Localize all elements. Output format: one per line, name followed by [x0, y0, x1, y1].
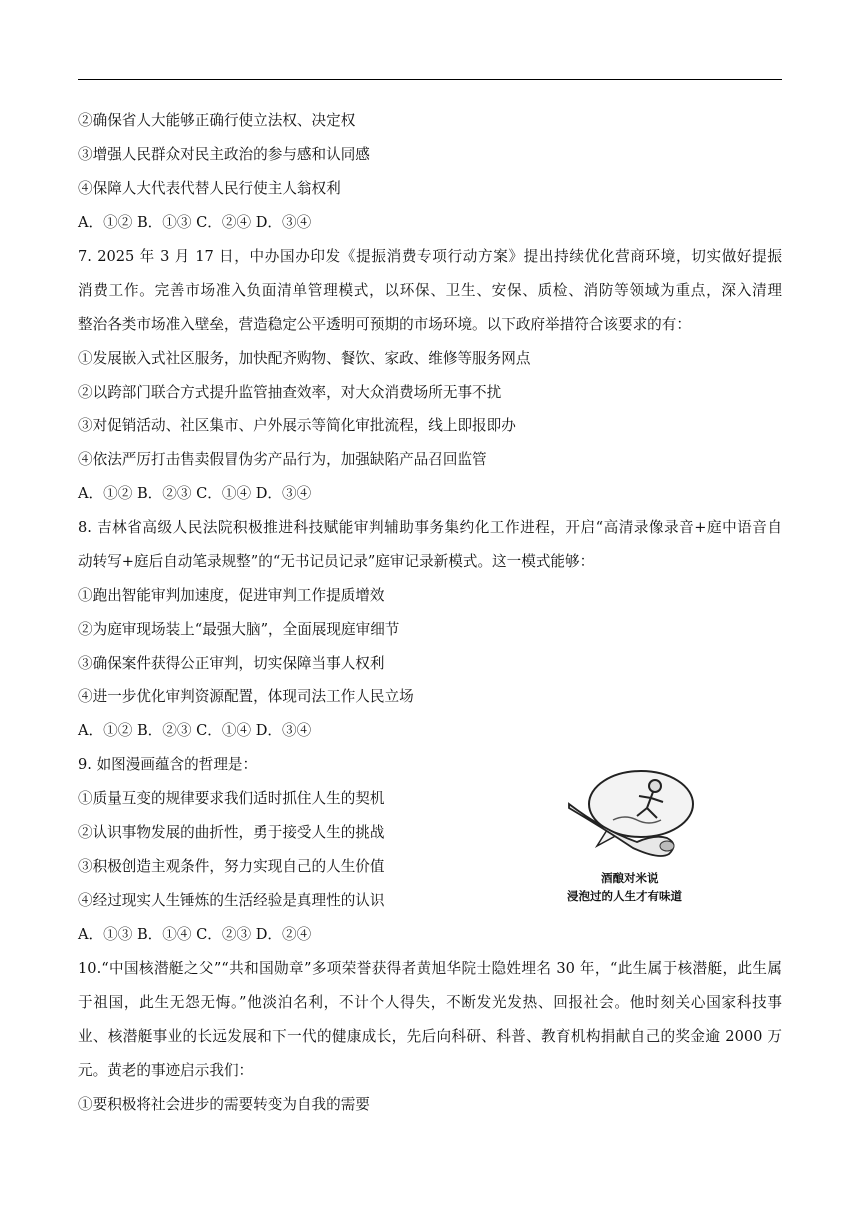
q7-stem-line-3: 整治各类市场准入壁垒，营造稳定公平透明可预期的市场环境。以下政府举措符合该要求的有： — [78, 316, 691, 333]
q8-option-1: ①跑出智能审判加速度，促进审判工作提质增效 — [78, 587, 385, 604]
q8-stem-line-2: 动转写+庭后自动笔录规整”的“无书记员记录”庭审记录新模式。这一模式能够： — [78, 553, 595, 570]
q9-option-1: ①质量互变的规律要求我们适时抓住人生的契机 — [78, 790, 385, 807]
q10-option-1: ①要积极将社会进步的需要转变为自我的需要 — [78, 1096, 370, 1113]
q8-option-2: ②为庭审现场装上“最强大脑”，全面展现庭审细节 — [78, 621, 400, 638]
q9-choices: A．①③ B．①④ C．②③ D．②④ — [78, 926, 312, 943]
q7-stem-line-1: 7. 2025 年 3 月 17 日，中办国办印发《提振消费专项行动方案》提出持续优化营商环境，切实做好提振 — [78, 248, 782, 265]
comic-drawing — [563, 768, 713, 906]
q8-option-4: ④进一步优化审判资源配置，体现司法工作人民立场 — [78, 688, 414, 705]
q7-choices: A．①② B．②③ C．①④ D．③④ — [78, 485, 312, 502]
q6-choices: A．①② B．①③ C．②④ D．③④ — [78, 214, 312, 231]
q8-option-3: ③确保案件获得公正审判，切实保障当事人权利 — [78, 655, 385, 672]
q9-option-4: ④经过现实人生锤炼的生活经验是真理性的认识 — [78, 892, 385, 909]
q10-stem-line-2: 于祖国，此生无怨无悔。”他淡泊名利，不计个人得失，不断发光发热、回报社会。他时刻关心国家科技事 — [78, 994, 782, 1011]
q6-option-2: ②确保省人大能够正确行使立法权、决定权 — [78, 112, 356, 129]
q6-option-3: ③增强人民群众对民主政治的参与感和认同感 — [78, 146, 370, 163]
q7-option-2: ②以跨部门联合方式提升监管抽查效率，对大众消费场所无事不扰 — [78, 384, 502, 401]
q7-stem-line-2: 消费工作。完善市场准入负面清单管理模式，以环保、卫生、安保、质检、消防等领域为重点，深入清理 — [78, 282, 782, 299]
q6-option-4: ④保障人大代表代替人民行使主人翁权利 — [78, 180, 341, 197]
q8-stem-line-1: 8. 吉林省高级人民法院积极推进科技赋能审判辅助事务集约化工作进程，开启“高清录像录音+庭中语音自 — [78, 519, 782, 536]
q10-stem-line-1: 10.“中国核潜艇之父”“共和国勋章”多项荣誉获得者黄旭华院士隐姓埋名 30 年，“此生属于核潜艇，此生属 — [78, 960, 782, 977]
q10-stem-line-4: 元。黄老的事迹启示我们： — [78, 1062, 254, 1079]
rice-grain — [660, 841, 674, 851]
comic-caption-2: 浸泡过的人生才有味道 — [567, 889, 682, 903]
q9-option-2: ②认识事物发展的曲折性，勇于接受人生的挑战 — [78, 824, 385, 841]
q9-stem: 9. 如图漫画蕴含的哲理是： — [78, 756, 258, 773]
q7-option-4: ④依法严厉打击售卖假冒伪劣产品行为，加强缺陷产品召回监管 — [78, 451, 487, 468]
comic-caption-1: 酒酿对米说 — [601, 871, 659, 885]
q10-stem-line-3: 业、核潜艇事业的长远发展和下一代的健康成长，先后向科研、科普、教育机构捐献自己的奖金逾 2000 万 — [78, 1028, 782, 1045]
q7-option-1: ①发展嵌入式社区服务，加快配齐购物、餐饮、家政、维修等服务网点 — [78, 350, 531, 367]
q9-option-3: ③积极创造主观条件，努力实现自己的人生价值 — [78, 858, 385, 875]
q7-option-3: ③对促销活动、社区集市、户外展示等简化审批流程，线上即报即办 — [78, 417, 516, 434]
header-rule — [78, 79, 782, 80]
q9-comic-image — [563, 768, 713, 906]
q8-choices: A．①② B．②③ C．①④ D．③④ — [78, 722, 312, 739]
